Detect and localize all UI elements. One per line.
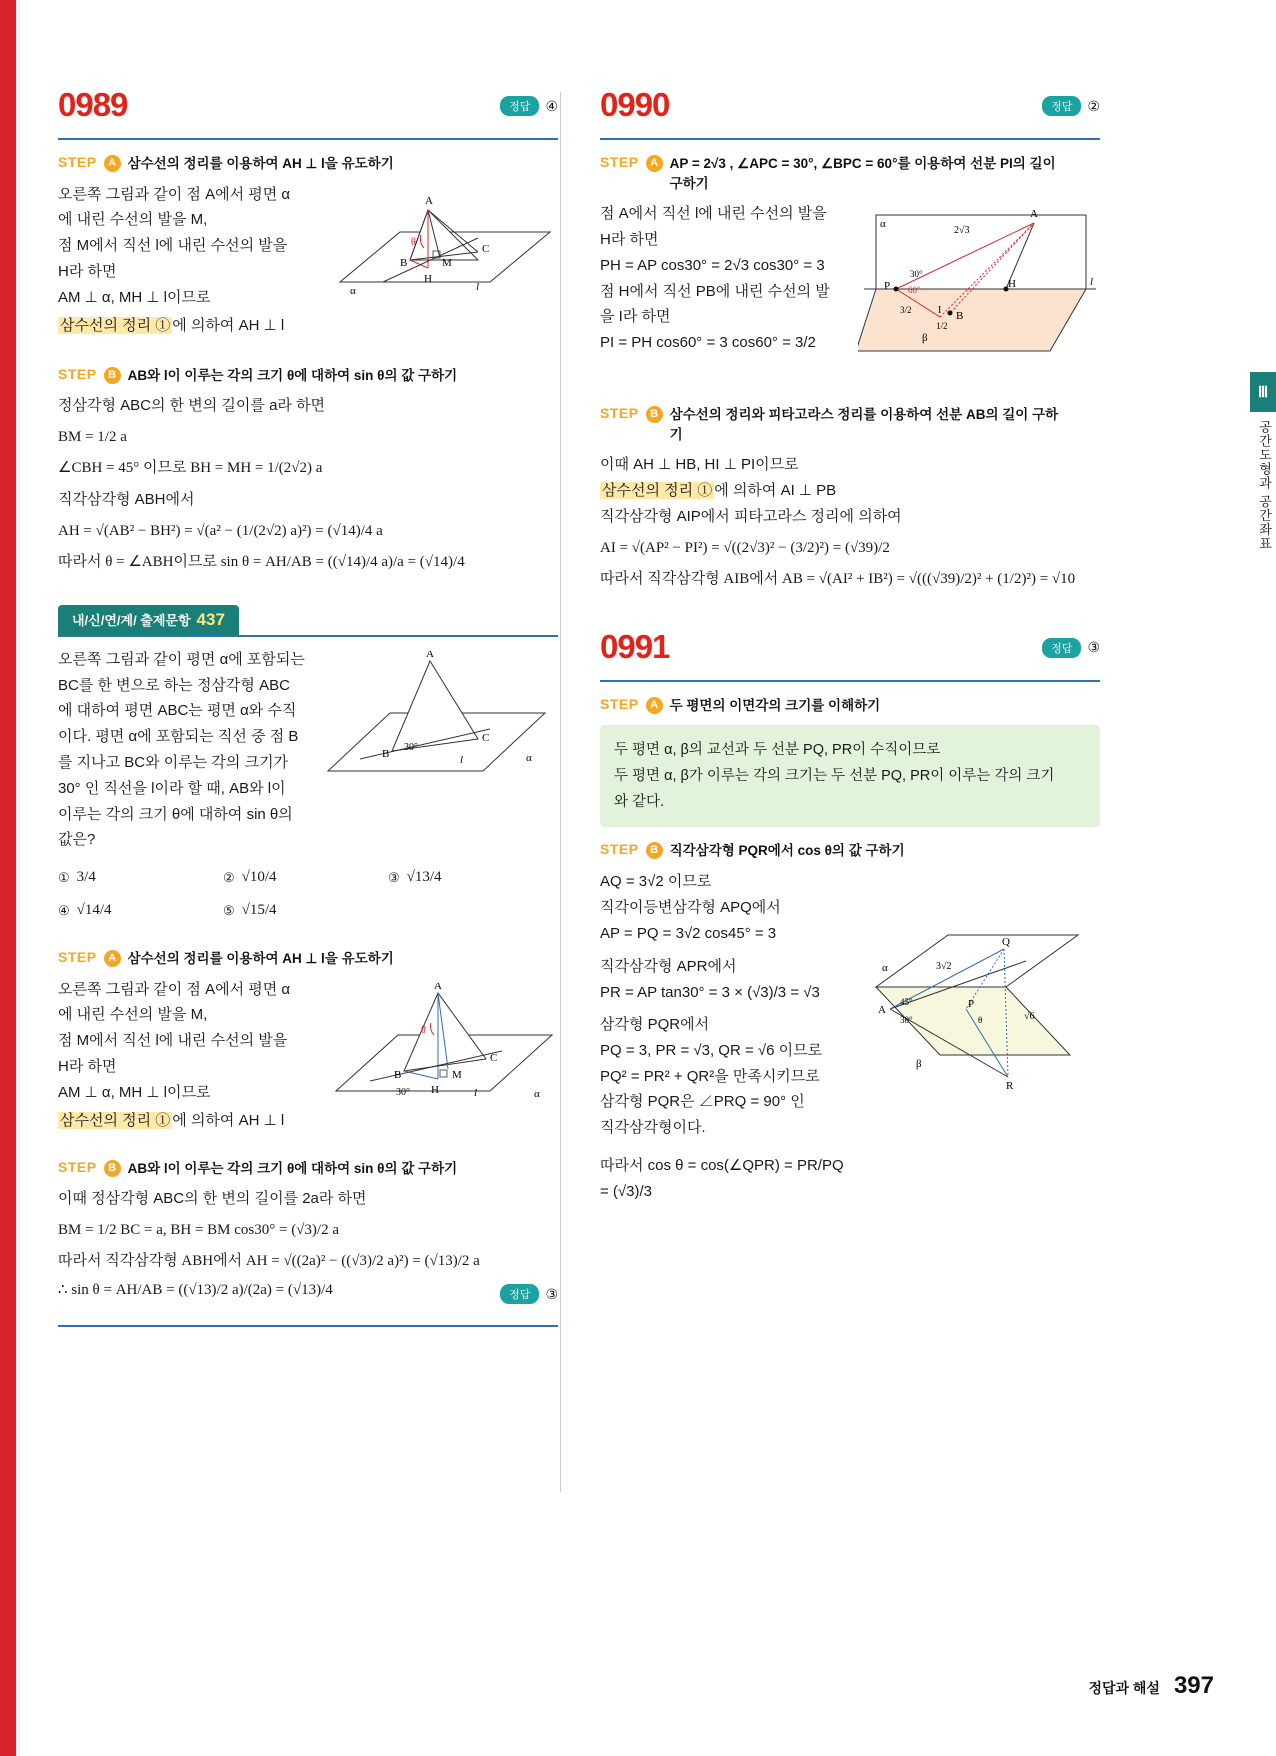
greenbox-line: 와 같다. xyxy=(614,794,665,811)
body-line: 점 H에서 직선 PB에 내린 수선의 발 xyxy=(600,282,830,300)
theorem-rest: 에 의하여 AH ⊥ l xyxy=(172,316,285,334)
step-b-0989 xyxy=(58,366,558,386)
page-number: 397 xyxy=(1173,1672,1214,1699)
body-line: 직각삼각형 APR에서 xyxy=(600,958,737,976)
svg-text:3/2: 3/2 xyxy=(900,305,912,316)
svg-text:α: α xyxy=(882,962,888,975)
body-line: PQ = 3, PR = √3, QR = √6 이므로 xyxy=(600,1041,823,1059)
choice-value: √10/4 xyxy=(241,869,277,886)
choice-number: ⑤ xyxy=(223,902,235,918)
highlight-row xyxy=(58,313,318,339)
body-line: 삼각형 PQR은 ∠PRQ = 90° 인 xyxy=(600,1093,805,1111)
naesin-tab-label: 내/신/연/계/ 출제문항 xyxy=(72,613,191,629)
step-title: 삼수선의 정리를 이용하여 AH ⊥ l을 유도하기 xyxy=(127,156,394,171)
column-divider xyxy=(560,92,561,1492)
figure-naesin-437 xyxy=(320,651,555,811)
body-line: 삼각형 PQR에서 xyxy=(600,1016,710,1034)
svg-text:α: α xyxy=(880,218,886,231)
answer-value: ② xyxy=(1087,97,1100,114)
step-title: AB와 l이 이루는 각의 크기 θ에 대하여 sin θ의 값 구하기 xyxy=(127,1160,458,1176)
problem-0990-eq1: AI = √(AP² − PI²) = √((2√3)² − (3/2)²) = (√39)/2 xyxy=(600,539,890,556)
step-a-0990 xyxy=(600,154,1100,193)
body-line: PR = AP tan30° = 3 × (√3)/3 = √3 xyxy=(600,984,820,1002)
svg-text:l: l xyxy=(474,1086,478,1099)
step-word: STEP xyxy=(58,949,97,966)
body-line: BC를 한 변으로 하는 정삼각형 ABC xyxy=(58,676,290,694)
svg-text:R: R xyxy=(1006,1080,1014,1093)
highlight-row xyxy=(58,1108,316,1134)
svg-text:α: α xyxy=(350,284,356,297)
choice-number: ④ xyxy=(58,902,70,918)
step-title: 삼수선의 정리를 이용하여 AH ⊥ l을 유도하기 xyxy=(127,951,394,967)
step-title: 삼수선의 정리와 피타고라스 정리를 이용하여 선분 AB의 길이 구하기 xyxy=(669,407,1059,442)
choice-item[interactable] xyxy=(58,869,223,886)
step-badge: B xyxy=(104,1160,121,1177)
svg-text:α: α xyxy=(534,1087,540,1100)
answer-pill-label: 정답 xyxy=(1042,96,1081,116)
step-b-0990 xyxy=(600,405,1100,444)
figure-0989 xyxy=(328,190,558,340)
problem-0989-eq1: BM = 1/2 a xyxy=(58,428,127,445)
page-footer xyxy=(1088,1672,1214,1700)
greenbox-line: 두 평면 α, β의 교선과 두 선분 PQ, PR이 수직이므로 xyxy=(614,742,941,759)
svg-text:C: C xyxy=(482,242,490,255)
choice-item[interactable] xyxy=(223,902,388,919)
svg-text:3√2: 3√2 xyxy=(936,961,952,973)
figure-0990 xyxy=(858,201,1098,376)
svg-text:A: A xyxy=(1030,208,1038,221)
svg-text:30°: 30° xyxy=(910,269,923,280)
body-line: H라 하면 xyxy=(58,262,117,280)
step-word: STEP xyxy=(58,154,97,170)
problem-0990-bodyb1: 이때 AH ⊥ HB, HI ⊥ PI이므로 xyxy=(600,456,799,474)
choice-value: √15/4 xyxy=(241,902,277,919)
choice-value: 3/4 xyxy=(76,869,96,886)
svg-text:C: C xyxy=(490,1051,498,1064)
step-b-0991 xyxy=(600,841,1100,861)
page-edge-bar xyxy=(0,0,16,1756)
choice-value: √14/4 xyxy=(76,902,112,919)
naesin-tab xyxy=(58,605,239,635)
svg-text:Q: Q xyxy=(1002,936,1010,949)
svg-text:θ: θ xyxy=(978,1015,983,1026)
side-tab-text: 공간도형과 공간좌표 xyxy=(1257,420,1272,551)
page-edge-bar-secondary xyxy=(16,0,20,1756)
naesin-answer-badge xyxy=(500,1284,558,1304)
body-line: 이다. 평면 α에 포함되는 직선 중 점 B xyxy=(58,728,299,746)
naesin-step-a xyxy=(58,949,558,969)
body-line: 오른쪽 그림과 같이 점 A에서 평면 α xyxy=(58,980,291,998)
problem-0989-bodyb2: 직각삼각형 ABH에서 xyxy=(58,490,195,508)
section-bottom-rule xyxy=(58,1325,558,1327)
svg-text:1/2: 1/2 xyxy=(936,321,948,332)
body-line: 이루는 각의 크기 θ에 대하여 sin θ의 xyxy=(58,805,293,823)
step-word: STEP xyxy=(58,365,97,382)
svg-text:B: B xyxy=(956,310,964,323)
theorem-rest: 에 의하여 AI ⊥ PB xyxy=(714,482,837,500)
svg-text:√6: √6 xyxy=(1024,1011,1035,1023)
svg-text:l: l xyxy=(476,280,480,293)
problem-0990-header xyxy=(600,86,1100,140)
body-line: 에 내린 수선의 발을 M, xyxy=(58,211,208,229)
svg-text:β: β xyxy=(916,1058,922,1071)
problem-0991-header xyxy=(600,628,1100,682)
side-tab-roman: Ⅲ xyxy=(1250,372,1276,412)
step-badge: A xyxy=(646,155,663,172)
body-line: AP = PQ = 3√2 cos45° = 3 xyxy=(600,924,777,942)
naesin-tab-number: 437 xyxy=(196,609,225,629)
svg-text:30°: 30° xyxy=(900,1015,913,1026)
step-word: STEP xyxy=(58,1158,97,1175)
naesin-eq3: ∴ sin θ = AH/AB = ((√13)/2 a)/(2a) = (√13)/4 xyxy=(58,1282,333,1299)
step-word: STEP xyxy=(600,405,639,422)
problem-0989-eq3: AH = √(AB² − BH²) = √(a² − (1/(2√2) a)²) = (√14)/4 a xyxy=(58,522,383,539)
body-line: 직각삼각형이다. xyxy=(600,1119,706,1137)
body-line: 점 A에서 직선 l에 내린 수선의 발을 xyxy=(600,205,827,223)
svg-text:β: β xyxy=(922,332,928,345)
problem-0991-greenbox xyxy=(600,725,1100,827)
step-badge: A xyxy=(104,950,121,967)
svg-text:M: M xyxy=(442,256,452,269)
svg-text:B: B xyxy=(382,747,390,760)
choice-number: ① xyxy=(58,869,70,885)
step-a-0991 xyxy=(600,696,1100,716)
body-line: H라 하면 xyxy=(58,1058,117,1076)
body-line: 따라서 cos θ = cos(∠QPR) = PR/PQ = (√3)/3 xyxy=(600,1157,844,1200)
svg-text:l: l xyxy=(460,753,464,766)
step-title: AP = 2√3 , ∠APC = 30°, ∠BPC = 60°를 이용하여 선분 PI의 길이 구하기 xyxy=(669,156,1056,191)
svg-text:B: B xyxy=(394,1068,402,1081)
svg-text:H: H xyxy=(424,272,432,285)
naesin-section xyxy=(58,605,558,1327)
svg-text:M: M xyxy=(452,1068,462,1081)
naesin-step-b xyxy=(58,1159,558,1179)
footer-label: 정답과 해설 xyxy=(1088,1680,1160,1696)
choice-item[interactable] xyxy=(58,902,223,919)
problem-0989-eq4: 따라서 θ = ∠ABH이므로 sin θ = AH/AB = ((√14)/4 a)/a = (√14)/4 xyxy=(58,553,465,570)
svg-text:B: B xyxy=(400,256,408,269)
body-line: PI = PH cos60° = 3 cos60° = 3/2 xyxy=(600,334,816,352)
step-word: STEP xyxy=(600,154,639,170)
body-line: 를 지나고 BC와 이루는 각의 크기가 xyxy=(58,753,289,771)
body-line: 에 내린 수선의 발을 M, xyxy=(58,1006,208,1024)
step-badge: A xyxy=(646,697,663,714)
body-line: 점 M에서 직선 l에 내린 수선의 발을 xyxy=(58,1032,288,1050)
body-line: 오른쪽 그림과 같이 평면 α에 포함되는 xyxy=(58,650,305,668)
naesin-body-a xyxy=(58,977,316,1134)
body-line: 직각이등변삼각형 APQ에서 xyxy=(600,898,781,916)
naesin-bodyb1: 이때 정삼각형 ABC의 한 변의 길이를 2a라 하면 xyxy=(58,1190,367,1208)
body-line: PH = AP cos30° = 2√3 cos30° = 3 xyxy=(600,256,825,274)
theorem-highlight: 삼수선의 정리 ① xyxy=(602,482,713,500)
problem-0989-eq2: ∠CBH = 45° 이므로 BH = MH = 1/(2√2) a xyxy=(58,459,323,476)
figure-0991 xyxy=(856,927,1096,1117)
step-badge: B xyxy=(646,842,663,859)
svg-text:H: H xyxy=(431,1083,439,1096)
highlight-row xyxy=(600,478,1100,504)
step-a-0989 xyxy=(58,154,558,174)
choice-value: √13/4 xyxy=(406,869,442,886)
greenbox-line: 두 평면 α, β가 이루는 각의 크기는 두 선분 PQ, PR이 이루는 각의 크기 xyxy=(614,768,1055,785)
answer-pill-label: 정답 xyxy=(1042,638,1081,658)
problem-number: 0989 xyxy=(58,86,128,123)
svg-text:A: A xyxy=(434,982,442,992)
body-line: PQ² = PR² + QR²을 만족시키므로 xyxy=(600,1067,820,1085)
body-line: 에 대하여 평면 ABC는 평면 α와 수직 xyxy=(58,702,297,720)
right-column xyxy=(600,86,1100,1205)
svg-text:A: A xyxy=(878,1004,886,1017)
answer-pill-label: 정답 xyxy=(500,1284,539,1304)
svg-text:α: α xyxy=(526,751,532,764)
svg-text:I: I xyxy=(938,305,942,317)
svg-text:60°: 60° xyxy=(908,285,921,296)
naesin-choices xyxy=(58,869,558,935)
svg-text:P: P xyxy=(968,998,975,1011)
svg-text:θ: θ xyxy=(421,1024,426,1036)
svg-text:A: A xyxy=(425,194,433,207)
problem-0990-body-a xyxy=(600,201,850,356)
svg-text:30°: 30° xyxy=(404,741,418,753)
naesin-rule xyxy=(58,635,558,637)
svg-text:l: l xyxy=(1090,276,1094,289)
svg-text:45°: 45° xyxy=(900,997,913,1008)
answer-badge xyxy=(1042,96,1100,116)
problem-0991-body xyxy=(600,869,850,1205)
body-line: 오른쪽 그림과 같이 점 A에서 평면 α xyxy=(58,185,291,203)
step-title: 두 평면의 이면각의 크기를 이해하기 xyxy=(669,697,881,713)
theorem-highlight: 삼수선의 정리 ① xyxy=(60,1111,171,1129)
step-badge: B xyxy=(646,406,663,423)
naesin-body xyxy=(58,647,308,853)
body-line: AM ⊥ α, MH ⊥ l이므로 xyxy=(58,288,211,306)
theorem-rest: 에 의하여 AH ⊥ l xyxy=(172,1111,285,1129)
svg-text:2√3: 2√3 xyxy=(954,225,970,237)
problem-0989-bodyb1: 정삼각형 ABC의 한 변의 길이를 a라 하면 xyxy=(58,397,326,415)
answer-badge xyxy=(1042,638,1100,658)
choice-number: ② xyxy=(223,869,235,885)
choice-item[interactable] xyxy=(223,869,388,886)
svg-text:A: A xyxy=(426,650,434,660)
answer-pill-label: 정답 xyxy=(500,96,539,116)
step-title: AB와 l이 이루는 각의 크기 θ에 대하여 sin θ의 값 구하기 xyxy=(127,367,458,383)
problem-0989-header xyxy=(58,86,558,140)
problem-0990-bodyb2: 직각삼각형 AIP에서 피타고라스 정리에 의하여 xyxy=(600,507,902,525)
step-title: 직각삼각형 PQR에서 cos θ의 값 구하기 xyxy=(669,843,905,859)
body-line: AQ = 3√2 이므로 xyxy=(600,873,712,891)
answer-value: ③ xyxy=(1087,639,1100,656)
step-badge: A xyxy=(104,155,121,172)
naesin-eq1: BM = 1/2 BC = a, BH = BM cos30° = (√3)/2 a xyxy=(58,1222,339,1239)
answer-value: ③ xyxy=(545,1285,558,1302)
body-line: 점 M에서 직선 l에 내린 수선의 발을 xyxy=(58,237,288,255)
body-line: AM ⊥ α, MH ⊥ l이므로 xyxy=(58,1083,211,1101)
body-line: 30° 인 직선을 l이라 할 때, AB와 l이 xyxy=(58,779,286,797)
problem-number: 0990 xyxy=(600,86,670,123)
left-column xyxy=(58,86,558,1327)
svg-text:H: H xyxy=(1008,278,1016,291)
body-line: 값은? xyxy=(58,831,96,849)
theorem-highlight: 삼수선의 정리 ① xyxy=(60,316,171,334)
step-word: STEP xyxy=(600,695,639,712)
choice-item[interactable] xyxy=(388,869,553,886)
svg-text:θ: θ xyxy=(411,236,416,248)
naesin-eq2: 따라서 직각삼각형 ABH에서 AH = √((2a)² − ((√3)/2 a)²) = (√13)/2 a xyxy=(58,1253,480,1270)
figure-naesin-solution xyxy=(326,983,561,1138)
side-chapter-tab xyxy=(1250,372,1276,551)
problem-0990-eq2: 따라서 직각삼각형 AIB에서 AB = √(AI² + IB²) = √(((√39)/2)² + (1/2)²) = √10 xyxy=(600,570,1076,587)
problem-0989-body-a xyxy=(58,182,318,339)
answer-badge xyxy=(500,96,558,116)
svg-text:C: C xyxy=(482,731,490,744)
svg-text:P: P xyxy=(884,280,891,293)
problem-number: 0991 xyxy=(600,627,670,665)
step-badge: B xyxy=(104,367,121,384)
choice-number: ③ xyxy=(388,869,400,885)
step-word: STEP xyxy=(600,841,639,858)
answer-value: ④ xyxy=(545,97,558,114)
svg-text:30°: 30° xyxy=(396,1086,410,1098)
body-line: 을 I라 하면 xyxy=(600,308,671,326)
body-line: H라 하면 xyxy=(600,230,659,248)
